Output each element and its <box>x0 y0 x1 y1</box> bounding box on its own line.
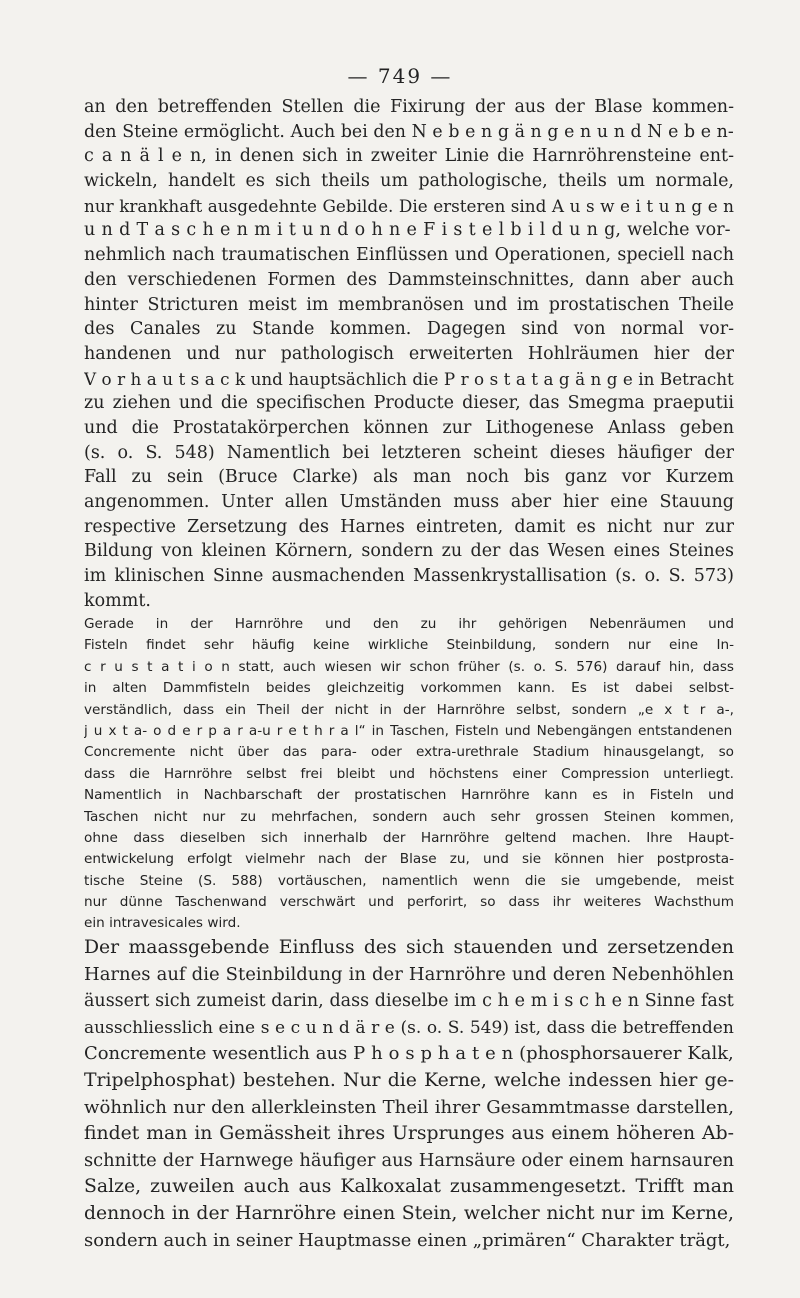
text-line: Fall zu sein (Bruce Clarke) als man noch bis ganz vor Kurzem <box>84 467 734 488</box>
text-line: findet man in Gemässheit ihres Ursprunges aus einem höheren Ab- <box>84 1123 734 1145</box>
text-line: Concremente nicht über das para- oder extra-urethrale Stadium hinausgelangt, so <box>84 744 734 761</box>
text-line: Harnes auf die Steinbildung in der Harnröhre und deren Nebenhöhlen <box>84 963 734 985</box>
text-line: äussert sich zumeist darin, dass dieselbe im c h e m i s c h e n Sinne fast <box>84 991 734 1012</box>
text-line: den verschiedenen Formen des Dammsteinschnittes, dann aber auch <box>84 269 734 290</box>
paragraph-incrustation-small-print <box>84 614 734 935</box>
text-line: den Steine ermöglicht. Auch bei den N e b e n g ä n g e n u n d N e b e n- <box>84 121 734 142</box>
text-line: ohne dass dieselben sich innerhalb der Harnröhre geltend machen. Ihre Haupt- <box>84 829 734 846</box>
text-line: Taschen nicht nur zu mehrfachen, sondern auch sehr grossen Steinen kommen, <box>84 808 734 825</box>
text-line: nur dünne Taschenwand verschwärt und perforirt, so dass ihr weiteres Wachsthum <box>84 894 734 911</box>
text-line: respective Zersetzung des Harnes eintreten, damit es nicht nur zur <box>84 516 734 537</box>
text-line: (s. o. S. 548) Namentlich bei letzteren scheint dieses häufiger der <box>84 442 734 463</box>
text-line: entwickelung erfolgt vielmehr nach der Blase zu, und sie können hier postprosta- <box>84 851 734 868</box>
text-line: dass die Harnröhre selbst frei bleibt und höchstens einer Compression unterliegt. <box>84 765 734 782</box>
text-line: Salze, zuweilen auch aus Kalkoxalat zusammengesetzt. Trifft man <box>84 1176 734 1198</box>
text-line: kommt. <box>84 590 151 611</box>
paragraph-stones-in-side-passages <box>84 95 734 613</box>
text-line: wickeln, handelt es sich theils um pathologische, theils um normale, <box>84 171 734 192</box>
text-line: c r u s t a t i o n statt, auch wiesen wir schon früher (s. o. S. 576) darauf hin, dass <box>84 658 734 675</box>
text-line: j u x t a- o d e r p a r a-u r e t h r a l“ in Taschen, Fisteln und Nebengängen entstandenen <box>84 722 733 739</box>
text-line: angenommen. Unter allen Umständen muss aber hier eine Stauung <box>84 492 734 512</box>
text-line: nehmlich nach traumatischen Einflüssen und Operationen, speciell nach <box>84 245 734 266</box>
text-line: im klinischen Sinne ausmachenden Massenkrystallisation (s. o. S. 573) <box>84 566 734 587</box>
text-line: Bildung von kleinen Körnern, sondern zu der das Wesen eines Steines <box>84 541 734 562</box>
text-line: zu ziehen und die specifischen Producte dieser, das Smegma praeputii <box>84 393 734 414</box>
text-line: verständlich, dass ein Theil der nicht in der Harnröhre selbst, sondern „e x t r a-, <box>84 701 734 718</box>
text-line: Concremente wesentlich aus P h o s p h a t e n (phosphorsauerer Kalk, <box>84 1043 734 1065</box>
text-line: an den betreffenden Stellen die Fixirung der aus der Blase kommen- <box>84 97 734 117</box>
text-line: und die Prostatakörperchen können zur Lithogenese Anlass geben <box>84 417 734 438</box>
text-line: in alten Dammfisteln beides gleichzeitig vorkommen kann. Es ist dabei selbst- <box>84 680 734 697</box>
text-line: nur krankhaft ausgedehnte Gebilde. Die ersteren sind A u s w e i t u n g e n <box>84 195 734 216</box>
text-line: Tripelphosphat) bestehen. Nur die Kerne, welche indessen hier ge- <box>84 1069 734 1091</box>
text-line: Der maassgebende Einfluss des sich stauenden und zersetzenden <box>84 937 734 958</box>
text-line: Namentlich in Nachbarschaft der prostatischen Harnröhre kann es in Fisteln und <box>84 787 734 804</box>
paragraph-influence-of-urine <box>84 935 734 1254</box>
text-line: hinter Stricturen meist im membranösen und im prostatischen Theile <box>84 294 734 315</box>
text-line: ausschliesslich eine s e c u n d ä r e (s. o. S. 549) ist, dass die betreffenden <box>84 1017 734 1038</box>
text-line: dennoch in der Harnröhre einen Stein, welcher nicht nur im Kerne, <box>84 1202 734 1224</box>
text-line: des Canales zu Stande kommen. Dagegen sind von normal vor- <box>84 319 734 340</box>
text-line: wöhnlich nur den allerkleinsten Theil ihrer Gesammtmasse darstellen, <box>84 1096 734 1118</box>
page-number: — 749 — <box>347 64 453 88</box>
text-line: ein intravesicales wird. <box>84 915 241 932</box>
text-line: Fisteln findet sehr häufig keine wirkliche Steinbildung, sondern nur eine In- <box>84 637 734 654</box>
text-line: schnitte der Harnwege häufiger aus Harnsäure oder einem harnsauren <box>84 1149 734 1171</box>
text-line: handenen und nur pathologisch erweiterten Hohlräumen hier der <box>84 343 734 364</box>
text-line: c a n ä l e n, in denen sich in zweiter Linie die Harnröhrensteine ent- <box>84 146 734 167</box>
text-line: tische Steine (S. 588) vortäuschen, namentlich wenn die sie umgebende, meist <box>84 872 734 889</box>
text-line: V o r h a u t s a c k und hauptsächlich die P r o s t a t a g ä n g e in Betracht <box>84 368 734 389</box>
text-line: sondern auch in seiner Hauptmasse einen „primären“ Charakter trägt, <box>84 1229 731 1251</box>
text-line: Gerade in der Harnröhre und den zu ihr gehörigen Nebenräumen und <box>84 616 734 632</box>
text-line: u n d T a s c h e n m i t u n d o h n e F i s t e l b i l d u n g, welche vor- <box>84 220 731 241</box>
